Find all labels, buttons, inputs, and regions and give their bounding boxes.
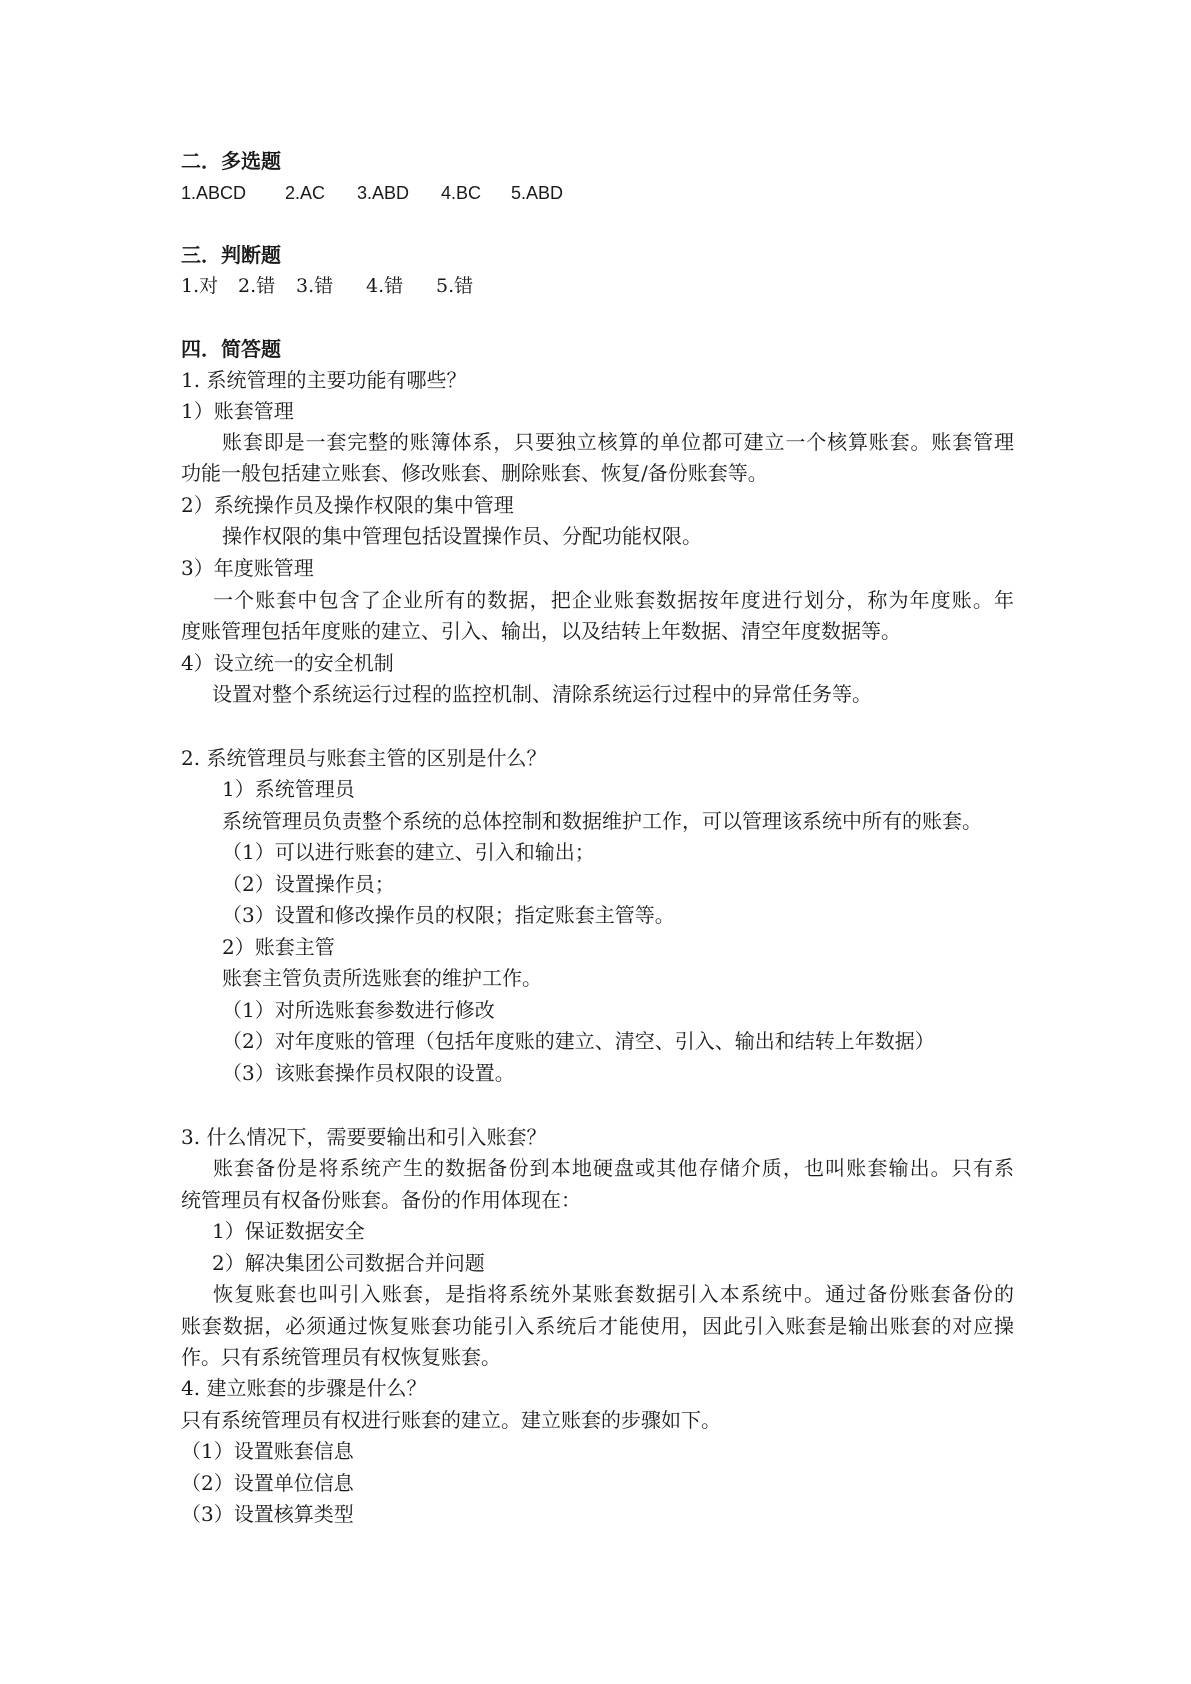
answer-item: 1.ABCD [181,183,247,203]
q2-supervisor-title: 2）账套主管 [222,935,335,959]
q1-item-2-title: 2）系统操作员及操作权限的集中管理 [181,493,514,517]
q1-item-1-text-cont: 功能一般包括建立账套、修改账套、删除账套、恢复/备份账套等。 [181,461,768,485]
q1-item-3-text-cont: 度账管理包括年度账的建立、引入、输出，以及结转上年数据、清空年度数据等。 [181,619,901,643]
q2-sysadmin-title: 1）系统管理员 [222,777,355,801]
answer-item: 2.AC [285,183,326,203]
q3-paragraph-2: 恢复账套也叫引入账套，是指将系统外某账套数据引入本系统中。通过备份账套备份的 [213,1282,1014,1306]
answer-item: 3.ABD [357,183,410,203]
section-3-answers [181,273,473,299]
answer-item: 3.错 [296,275,334,297]
section-2-answers [181,180,563,206]
q4-intro: 只有系统管理员有权进行账套的建立。建立账套的步骤如下。 [181,1408,721,1432]
section-3-title: 三．判断题 [181,243,281,267]
q1-item-3-text: 一个账套中包含了企业所有的数据，把企业账套数据按年度进行划分，称为年度账。年 [213,588,1014,612]
answer-item: 2.错 [238,275,276,297]
q2-sysadmin-item: （2）设置操作员； [222,872,395,896]
question-2: 2. 系统管理员与账套主管的区别是什么？ [181,746,547,770]
q1-item-1-title: 1）账套管理 [181,399,294,423]
q4-step: （2）设置单位信息 [181,1471,354,1495]
q2-supervisor-item: （1）对所选账套参数进行修改 [222,998,495,1022]
q3-paragraph-1-cont: 统管理员有权备份账套。备份的作用体现在： [181,1188,581,1212]
q1-item-3-title: 3）年度账管理 [181,556,314,580]
section-4-title: 四．简答题 [181,337,281,361]
q2-supervisor-item: （3）该账套操作员权限的设置。 [222,1061,515,1085]
q2-sysadmin-item: （3）设置和修改操作员的权限；指定账套主管等。 [222,903,675,927]
q4-step: （3）设置核算类型 [181,1502,354,1526]
q2-sysadmin-desc: 系统管理员负责整个系统的总体控制和数据维护工作，可以管理该系统中所有的账套。 [222,809,982,833]
q3-paragraph-1: 账套备份是将系统产生的数据备份到本地硬盘或其他存储介质，也叫账套输出。只有系 [213,1156,1014,1180]
q4-step: （1）设置账套信息 [181,1439,354,1463]
q3-item-2: 2）解决集团公司数据合并问题 [212,1251,485,1275]
q3-item-1: 1）保证数据安全 [212,1219,365,1243]
answer-item: 4.BC [441,183,482,203]
q3-paragraph-2-cont: 账套数据，必须通过恢复账套功能引入系统后才能使用，因此引入账套是输出账套的对应操 [181,1314,1014,1338]
question-3: 3. 什么情况下，需要要输出和引入账套？ [181,1125,547,1149]
question-1: 1. 系统管理的主要功能有哪些？ [181,368,467,392]
q3-paragraph-2-end: 作。只有系统管理员有权恢复账套。 [181,1345,501,1369]
q1-item-2-text: 操作权限的集中管理包括设置操作员、分配功能权限。 [222,524,702,548]
answer-item: 5.错 [436,275,474,297]
question-4: 4. 建立账套的步骤是什么？ [181,1376,427,1400]
q1-item-1-text: 账套即是一套完整的账簿体系，只要独立核算的单位都可建立一个核算账套。账套管理 [222,430,1014,454]
q2-supervisor-item: （2）对年度账的管理（包括年度账的建立、清空、引入、输出和结转上年数据） [222,1029,935,1053]
q1-item-4-text: 设置对整个系统运行过程的监控机制、清除系统运行过程中的异常任务等。 [212,682,872,706]
section-2-title: 二．多选题 [181,149,281,173]
q2-supervisor-desc: 账套主管负责所选账套的维护工作。 [222,966,542,990]
answer-item: 1.对 [181,275,219,297]
q2-sysadmin-item: （1）可以进行账套的建立、引入和输出； [222,840,595,864]
q1-item-4-title: 4）设立统一的安全机制 [181,651,394,675]
answer-item: 5.ABD [511,183,564,203]
answer-item: 4.错 [366,275,404,297]
